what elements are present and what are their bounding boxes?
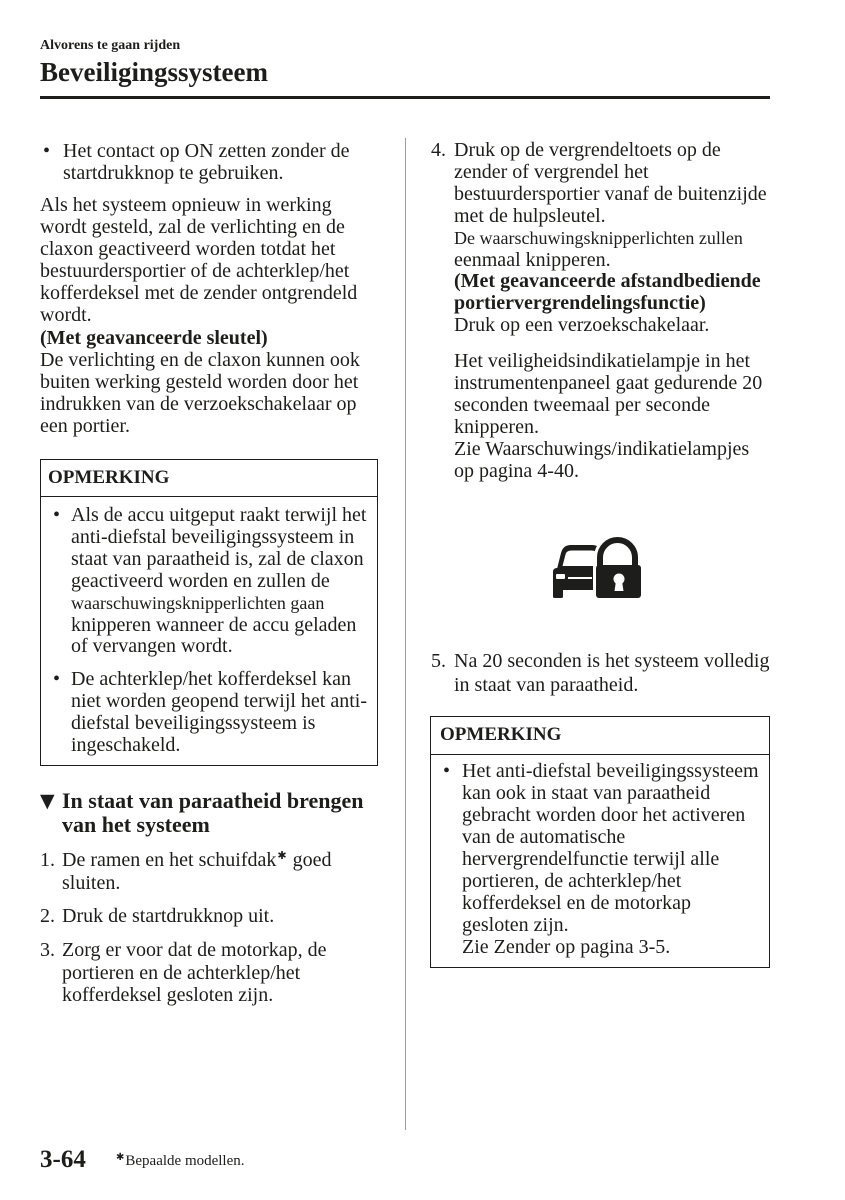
- chapter-label: Alvorens te gaan rijden: [40, 38, 181, 53]
- note-text-line: waarschuwingsknipperlichten gaan: [71, 592, 325, 613]
- indicator-paragraph: [454, 350, 762, 482]
- step-1: [40, 849, 331, 895]
- step-number: 4.: [431, 139, 446, 161]
- step-4: [431, 140, 767, 337]
- step-3: [40, 939, 327, 1007]
- note-text-line: of vervangen wordt.: [71, 635, 233, 658]
- note-item: [53, 669, 367, 757]
- note-item: [53, 505, 366, 658]
- note-text-line: geactiveerd worden en zullen de: [71, 569, 330, 592]
- page-title: Beveiligingssysteem: [40, 57, 268, 87]
- paragraph-line: knipperen.: [454, 416, 539, 438]
- paragraph-line: De verlichting en de claxon kunnen ook: [40, 348, 360, 371]
- title-rule: [40, 96, 770, 99]
- note-text-line: De achterklep/het kofferdeksel kan: [71, 668, 352, 690]
- column-divider: [405, 138, 406, 1130]
- step-text-line: Na 20 seconden is het systeem volledig: [454, 650, 770, 672]
- note-text-line: gesloten zijn.: [462, 914, 569, 936]
- footnote-asterisk-icon: ✱: [116, 1152, 125, 1163]
- note-text-line: Als de accu uitgeput raakt terwijl het: [71, 504, 367, 526]
- paragraph-line: Als het systeem opnieuw in werking: [40, 194, 332, 216]
- paragraph-line: claxon geactiveerd worden totdat het: [40, 238, 336, 261]
- step-text-line: sluiten.: [62, 872, 121, 894]
- intro-bullet: [43, 140, 350, 184]
- paragraph-line: wordt gesteld, zal de verlichting en de: [40, 216, 345, 239]
- note-reference-line: Zie Zender op pagina 3-5.: [462, 936, 671, 958]
- paragraph-line: Het veiligheidsindikatielampje in het: [454, 350, 751, 372]
- paragraph-line: kofferdeksel met de zender ontgrendeld: [40, 282, 358, 305]
- security-indicator-car-lock-icon: [550, 533, 644, 599]
- step-2: [40, 905, 274, 928]
- note-text-line: kan ook in staat van paraatheid: [462, 782, 711, 804]
- paragraph-line: instrumentenpaneel gaat gedurende 20: [454, 372, 763, 394]
- step-text-line: Zorg er voor dat de motorkap, de: [62, 939, 327, 961]
- note-text-line: portieren, de achterklep/het: [462, 870, 682, 892]
- step-result-line: De waarschuwingsknipperlichten zullen: [454, 227, 743, 248]
- note-text-line: diefstal beveiligingssysteem is: [71, 711, 316, 734]
- step-text-line: portieren en de achterklep/het: [62, 961, 301, 984]
- note-text-line: staat van paraatheid is, zal de claxon: [71, 547, 364, 570]
- step-number: 3.: [40, 939, 55, 961]
- bullet-marker: •: [43, 140, 51, 162]
- footnote-text: Bepaalde modellen.: [125, 1153, 245, 1169]
- padlock-keyhole: [614, 574, 625, 592]
- note-text-line: van de automatische: [462, 826, 626, 848]
- step-text-line: [62, 849, 331, 872]
- car-headlight: [556, 574, 565, 579]
- paragraph-line: indrukken van de verzoekschakelaar op: [40, 392, 357, 415]
- section-triangle-icon: ▼: [40, 790, 55, 812]
- note-title: OPMERKING: [41, 460, 377, 497]
- note-title: OPMERKING: [431, 717, 769, 755]
- bullet-marker: •: [53, 668, 61, 690]
- keyless-action: Druk op een verzoekschakelaar.: [454, 314, 710, 337]
- note-box-left: [40, 459, 378, 766]
- note-text-line: knipperen wanneer de accu geladen: [71, 613, 357, 636]
- paragraph-line: een portier.: [40, 414, 130, 437]
- footnote-asterisk-icon: ✱: [277, 849, 287, 862]
- section-heading-line: van het systeem: [62, 812, 210, 837]
- step-result-line: eenmaal knipperen.: [454, 248, 611, 271]
- step-number: 5.: [431, 650, 446, 672]
- step-5: [431, 649, 770, 697]
- car-grille: [568, 577, 592, 579]
- section-heading: [40, 789, 364, 837]
- step-text-line: bestuurdersportier vanaf de buitenzijde: [454, 182, 767, 205]
- note-text-line: hervergrendelfunctie terwijl alle: [462, 848, 720, 870]
- paragraph-line: wordt.: [40, 304, 92, 327]
- reference-line: Zie Waarschuwings/indikatielampjes: [454, 438, 750, 460]
- step-text: De ramen en het schuifdak: [62, 849, 277, 871]
- step-text: goed: [292, 849, 332, 871]
- keyless-heading-line: (Met geavanceerde afstandbediende: [454, 270, 761, 293]
- footnote: [116, 1151, 245, 1171]
- step-text-line: kofferdeksel gesloten zijn.: [62, 984, 274, 1006]
- paragraph-line: seconden tweemaal per seconde: [454, 394, 710, 416]
- bullet-text-line: Het contact op ON zetten zonder de: [63, 140, 350, 162]
- note-text-line: kofferdeksel en de motorkap: [462, 892, 691, 914]
- note-text-line: anti-diefstal beveiligingssysteem in: [71, 525, 355, 548]
- paragraph-line: bestuurdersportier of de achterklep/het: [40, 260, 350, 283]
- step-number: 2.: [40, 905, 55, 927]
- note-text-line: gebracht worden door het activeren: [462, 804, 746, 826]
- step-number: 1.: [40, 849, 55, 871]
- step-text-line: met de hulpsleutel.: [454, 204, 606, 227]
- bullet-marker: •: [443, 760, 451, 782]
- section-heading-line: In staat van paraatheid brengen: [62, 788, 364, 813]
- page-number: 3-64: [40, 1146, 86, 1173]
- note-text-line: ingeschakeld.: [71, 733, 181, 756]
- step-text-line: zender of vergrendel het: [454, 160, 649, 183]
- paragraph-line: buiten werking gesteld worden door het: [40, 370, 359, 393]
- note-box-right: [430, 716, 770, 968]
- bullet-marker: •: [53, 504, 61, 526]
- note-item: [443, 760, 759, 958]
- step-text-line: Druk de startdrukknop uit.: [62, 905, 275, 927]
- note-text-line: niet worden geopend terwijl het anti-: [71, 689, 368, 712]
- keyless-heading-line: portiervergrendelingsfunctie): [454, 292, 706, 315]
- smart-key-heading: (Met geavanceerde sleutel): [40, 326, 268, 349]
- bullet-text-line: startdrukknop te gebruiken.: [63, 162, 284, 184]
- reactivate-section: [40, 194, 360, 437]
- note-text-line: Het anti-diefstal beveiligingssysteem: [462, 760, 759, 782]
- step-text-line: in staat van paraatheid.: [454, 674, 639, 696]
- reference-line: op pagina 4-40.: [454, 460, 579, 482]
- step-text-line: Druk op de vergrendeltoets op de: [454, 139, 721, 161]
